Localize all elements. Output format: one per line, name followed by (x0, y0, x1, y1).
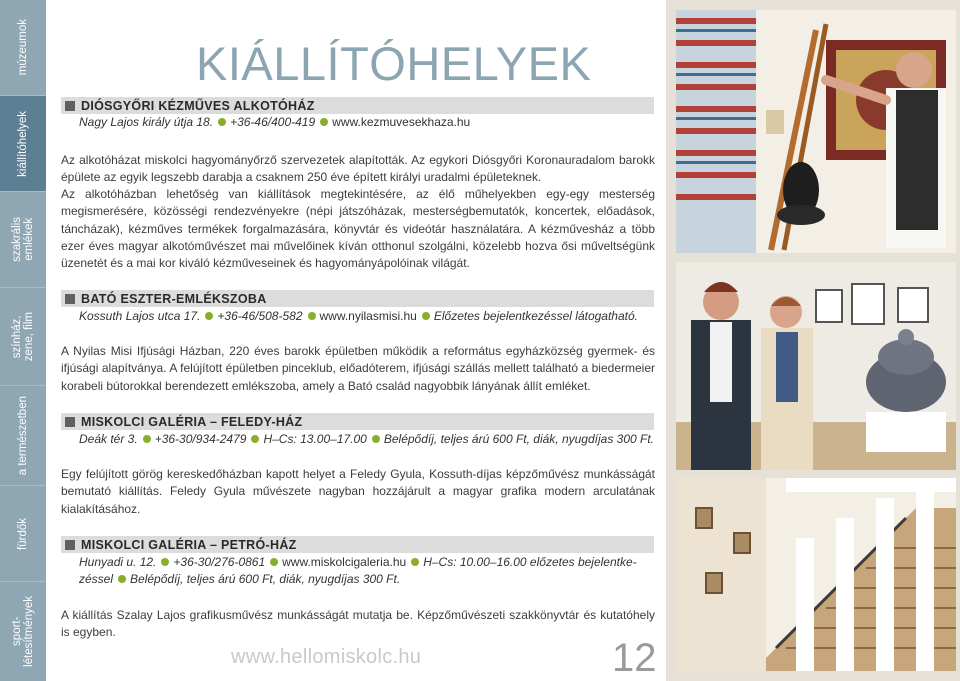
section-name: BATÓ ESZTER-EMLÉKSZOBA (81, 291, 267, 306)
section-name: MISKOLCI GALÉRIA – PETRÓ-HÁZ (81, 537, 297, 552)
section-tabs (0, 0, 46, 681)
bullet-dot-icon (422, 312, 430, 320)
tab-szakralis-emlekek[interactable] (0, 192, 46, 288)
section-heading-diosgyori-kezmuves-alkotohaz (61, 97, 654, 114)
section-name: DIÓSGYŐRI KÉZMŰVES ALKOTÓHÁZ (81, 98, 315, 113)
square-bullet-icon (65, 294, 75, 304)
section-info (79, 554, 659, 571)
section-info-continued (79, 571, 659, 588)
opening-hours: H–Cs: 10.00–16.00 előzetes bejelentke- (423, 555, 637, 569)
bullet-dot-icon (143, 435, 151, 443)
phone[interactable]: +36-30/934-2479 (154, 432, 247, 446)
bullet-dot-icon (161, 558, 169, 566)
tab-sportletesitmenyek[interactable] (0, 582, 46, 681)
section-paragraph: A kiállítás Szalay Lajos grafikusművész munkásságát mutatja be. Képzőművészeti szakkönyvtár és kutatóhely is egyben. (61, 608, 655, 640)
section-paragraph: A Nyilas Misi Ifjúsági Házban, 220 éves barokk épületben működik a református egyházközség gyermek- és ifjúsági alapítványa. A felújított épületben pinceklub, előadóterem, ifjúsági szállás mellett található a biedermeier korabeli bútorokkal berendezett emlékszoba, amely a Bató család nagyobbik lányának állít emléket. (61, 344, 655, 393)
tab-muzeumok[interactable] (0, 0, 46, 96)
tab-furdok[interactable] (0, 486, 46, 582)
tab-label: kiállítóhelyek (17, 110, 29, 177)
photo-column (666, 0, 960, 681)
bullet-dot-icon (372, 435, 380, 443)
footer-website-link[interactable]: www.hellomiskolc.hu (231, 646, 422, 668)
bullet-dot-icon (411, 558, 419, 566)
address: Kossuth Lajos utca 17. (79, 309, 201, 323)
photo-gallery-staircase (676, 478, 956, 671)
bullet-dot-icon (308, 312, 316, 320)
tab-szinhaz-zene-film[interactable] (0, 288, 46, 386)
tab-a-termeszetben[interactable] (0, 386, 46, 486)
section-paragraph: Az alkotóházban lehetőség van kiállítások megtekintésére, az élő műhelyekben egy-egy mesterség megismerésére, közösségi rendezvényekre (népi játszóházak, mesterségbemutatók, koncertek, előadások, táncházak), kézműves termékek forgalmazására, könyvtár és videótár használatára. A kézművesház a több ezer éves magyar alkotóművészet mai művelőinek kíván otthonul szolgálni, közelebb hozva ősi műveltségünk üzenetét és a mai kor kiváló kézműveseinek és hagyományápolóinak világát. (61, 187, 655, 271)
website-link[interactable]: www.miskolcigaleria.hu (282, 555, 407, 569)
address: Nagy Lajos király útja 18. (79, 115, 214, 129)
section-heading-feledy-haz (61, 413, 654, 430)
section-name: MISKOLCI GALÉRIA – FELEDY-HÁZ (81, 414, 303, 429)
square-bullet-icon (65, 540, 75, 550)
opening-hours: H–Cs: 13.00–17.00 (263, 432, 367, 446)
website-link[interactable]: www.kezmuvesekhaza.hu (332, 115, 471, 129)
photo-craft-house-exhibition (676, 10, 956, 253)
ticket-prices: Belépődíj, teljes árú 600 Ft, diák, nyugdíjas 300 Ft. (383, 432, 655, 446)
square-bullet-icon (65, 101, 75, 111)
square-bullet-icon (65, 417, 75, 427)
tab-kiallitohelyek[interactable] (0, 96, 46, 192)
tab-label: fürdők (17, 517, 29, 550)
tab-label: múzeumok (17, 19, 29, 76)
bullet-dot-icon (320, 118, 328, 126)
page-number: 12 (612, 636, 657, 680)
ticket-prices: Belépődíj, teljes árú 600 Ft, diák, nyugdíjas 300 Ft. (130, 572, 401, 586)
address: Hunyadi u. 12. (79, 555, 157, 569)
phone[interactable]: +36-46/508-582 (217, 309, 303, 323)
bullet-dot-icon (205, 312, 213, 320)
tab-label: szakrális emlékek (11, 217, 35, 262)
photo-memorial-room-visitors (676, 262, 956, 470)
tab-label: színház, zene, film (11, 311, 35, 362)
bullet-dot-icon (270, 558, 278, 566)
section-info (79, 114, 659, 131)
section-paragraph: Egy felújított görög kereskedőházban kapott helyet a Feledy Gyula, Kossuth-díjas képzőművész munkásságát bemutató kiállítás. Feledy Gyula művészete nagyban hozzájárult a magyar grafika modern arculatának kialakításához. (61, 467, 655, 516)
page-title: KIÁLLÍTÓHELYEK (196, 37, 592, 90)
phone[interactable]: +36-30/276-0861 (173, 555, 266, 569)
section-paragraph: Az alkotóházat miskolci hagyományőrző szervezetek alapították. Az egykori Diósgyőri Koronauradalom barokk épülete az egyik legszebb darabja a csaknem 250 éve épített királyi uradalmi épületeknek. (61, 153, 655, 185)
section-info (79, 431, 659, 448)
section-heading-bato-eszter-emlekszoba (61, 290, 654, 307)
address: Deák tér 3. (79, 432, 138, 446)
phone[interactable]: +36-46/400-419 (230, 115, 316, 129)
section-info (79, 308, 659, 325)
visiting-note: Előzetes bejelentkezéssel látogatható. (433, 309, 638, 323)
bullet-dot-icon (218, 118, 226, 126)
tab-label: sport- létesítmények (11, 596, 35, 667)
section-heading-petro-haz (61, 536, 654, 553)
bullet-dot-icon (251, 435, 259, 443)
website-link[interactable]: www.nyilasmisi.hu (319, 309, 417, 323)
bullet-dot-icon (118, 575, 126, 583)
opening-hours-continued: zéssel (79, 572, 114, 586)
tab-label: a természetben (17, 395, 29, 476)
